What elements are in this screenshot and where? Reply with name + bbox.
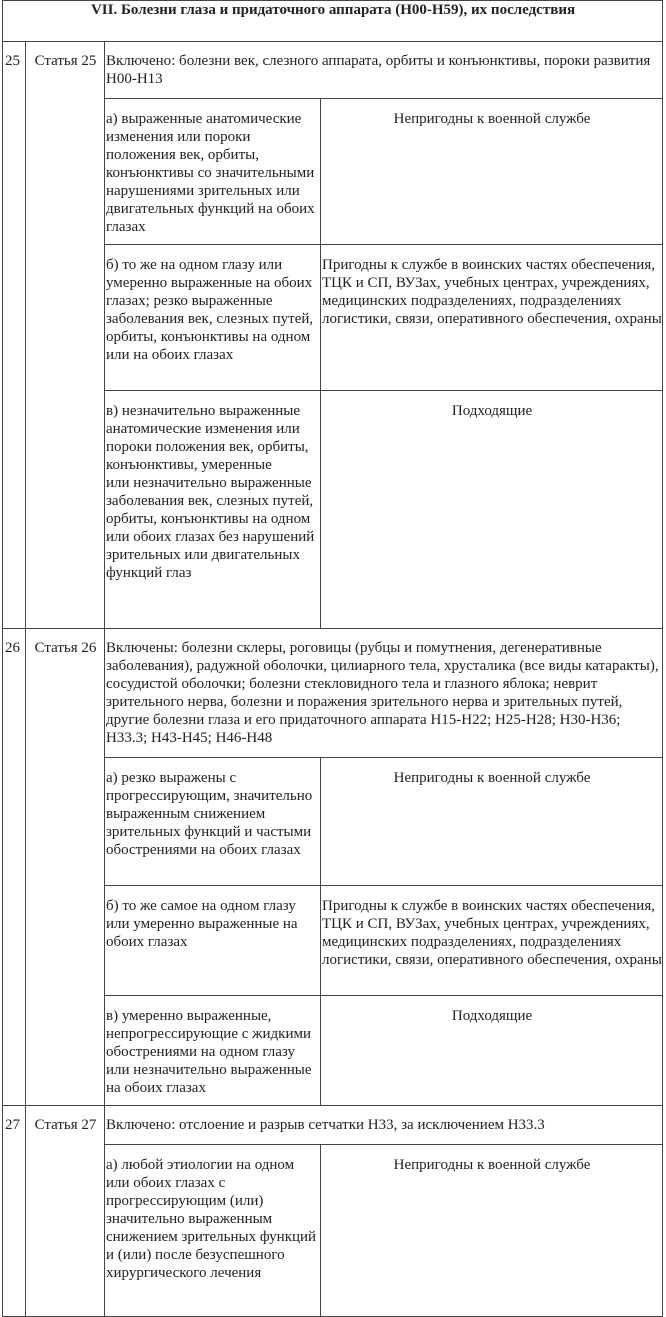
item-condition: а) любой этиологии на одном или обоих глазах с прогрессирующим (или) значительно выраженным снижением зрительных функций и (или) после безуспешного хирургического лечения [105, 1145, 321, 1317]
section-title: VII. Болезни глаза и придаточного аппарата (H00-H59), их последствия [3, 1, 663, 42]
item-condition: б) то же на одном глазу или умеренно выраженные на обоих глазах; резко выраженные заболевания век, слезных путей, орбиты, конъюнктивы на одном или на обоих глазах [105, 245, 321, 391]
item-condition: в) умеренно выраженные, непрогрессирующие с жидкими обострениями на одном глазу или незначительно выраженные на обоих глазах [105, 996, 321, 1106]
article-included: Включены: болезни склеры, роговицы (рубцы и помутнения, дегенеративные заболевания), радужной оболочки, цилиарного тела, хрусталика (все виды катаракты), сосудистой оболочки; болезни стекловидного тела и глазного яблока; неврит зрительного нерва, болезни и поражения зрительного нерва и зрительных путей, другие болезни глаза и его придаточного аппарата H15-H22; H25-H28; H30-H36; H33.3; H43-H45; H46-H48 [105, 629, 663, 758]
item-condition: а) резко выражены с прогрессирующим, значительно выраженным снижением зрительных функций и частыми обострениями на обоих глазах [105, 758, 321, 886]
disease-table [2, 0, 663, 1317]
article-row [3, 629, 663, 758]
item-verdict: Пригодны к службе в воинских частях обеспечения, ТЦК и СП, ВУЗах, учебных центрах, учреждениях, медицинских подразделениях, подразделениях логистики, связи, оперативного обеспечения, охраны [321, 886, 663, 996]
article-number: 26 [3, 629, 26, 1106]
article-row [3, 1106, 663, 1145]
item-verdict: Непригодны к военной службе [321, 99, 663, 245]
article-number: 27 [3, 1106, 26, 1317]
article-included: Включено: болезни век, слезного аппарата, орбиты и конъюнктивы, пороки развития H00-H13 [105, 42, 663, 99]
article-included: Включено: отслоение и разрыв сетчатки H33, за исключением H33.3 [105, 1106, 663, 1145]
item-verdict: Пригодны к службе в воинских частях обеспечения, ТЦК и СП, ВУЗах, учебных центрах, учреждениях, медицинских подразделениях, подразделениях логистики, связи, оперативного обеспечения, охраны [321, 245, 663, 391]
item-verdict: Подходящие [321, 996, 663, 1106]
article-label: Статья 25 [26, 42, 105, 629]
item-verdict: Непригодны к военной службе [321, 1145, 663, 1317]
item-verdict: Подходящие [321, 391, 663, 629]
item-verdict: Непригодны к военной службе [321, 758, 663, 886]
article-label: Статья 27 [26, 1106, 105, 1317]
article-row [3, 42, 663, 99]
item-condition: б) то же самое на одном глазу или умеренно выраженные на обоих глазах [105, 886, 321, 996]
section-header-row [3, 1, 663, 42]
article-label: Статья 26 [26, 629, 105, 1106]
article-number: 25 [3, 42, 26, 629]
item-condition: а) выраженные анатомические изменения или пороки положения век, орбиты, конъюнктивы со значительными нарушениями зрительных или двигательных функций на обоих глазах [105, 99, 321, 245]
item-condition: в) незначительно выраженные анатомические изменения или пороки положения век, орбиты, конъюнктивы, умеренные или незначительно выраженные заболевания век, слезных путей, орбиты, конъюнктивы на одном или обоих глазах без нарушений зрительных или двигательных функций глаз [105, 391, 321, 629]
